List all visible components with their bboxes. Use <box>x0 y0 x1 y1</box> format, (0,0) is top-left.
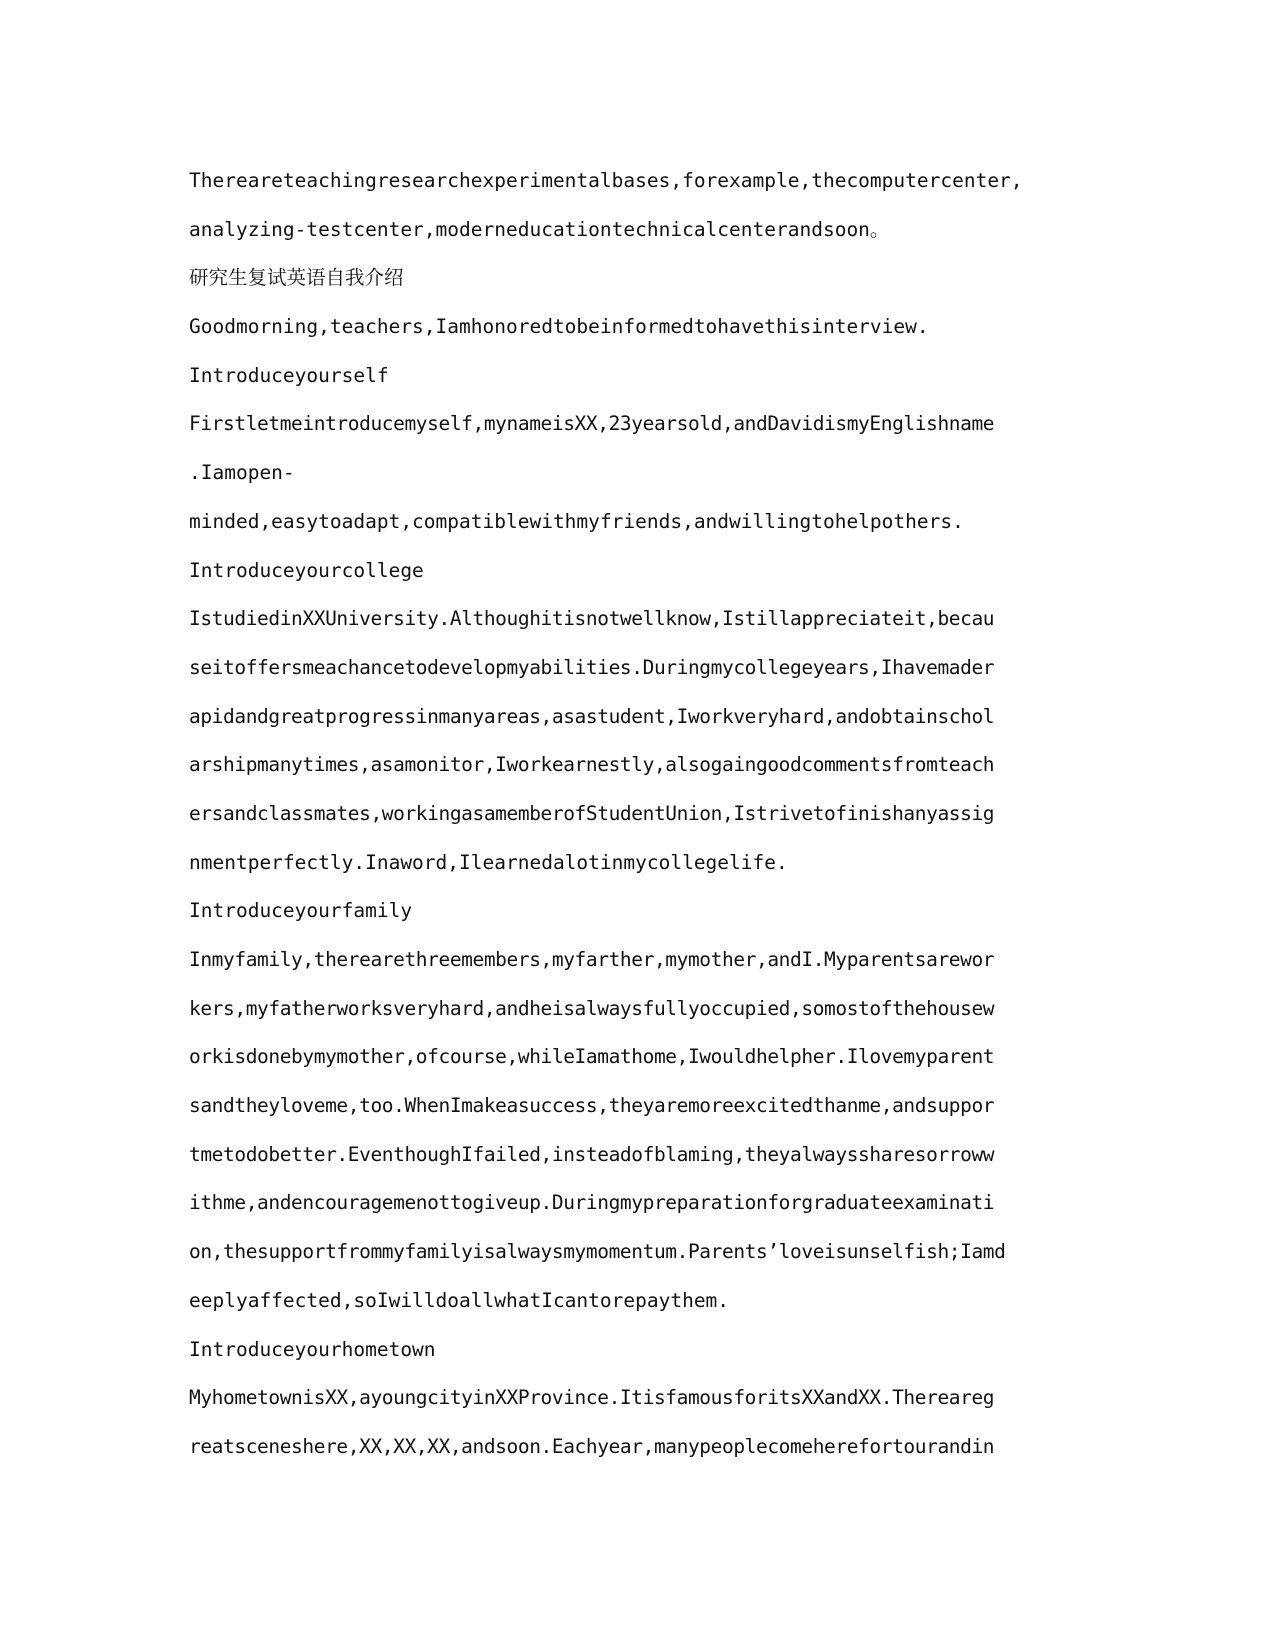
text-line: kers,myfatherworksveryhard,andheisalwaysfullyoccupied,somostofthehousew <box>189 996 995 1020</box>
document-body <box>189 157 1089 1472</box>
section-heading: Introduceyourhometown <box>189 1337 436 1361</box>
text-line: on,thesupportfrommyfamilyisalwaysmymomentum.Parents’loveisunselfish;Iamd <box>189 1240 1006 1264</box>
text-line: .Iamopen- <box>189 461 295 485</box>
text-line: MyhometownisXX,ayoungcityinXXProvince.ItisfamousforitsXXandXX.Thereareg <box>189 1386 995 1410</box>
text-line: Firstletmeintroducemyself,mynameisXX,23yearsold,andDavidismyEnglishname <box>189 412 995 436</box>
text-line: Inmyfamily,therearethreemembers,myfarther,mymother,andI.Myparentsarewor <box>189 948 995 971</box>
text-line: ithme,andencouragemenottogiveup.Duringmypreparationforgraduateexaminati <box>189 1191 995 1215</box>
text-line: tmetodobetter.EventhoughIfailed,insteadofblaming,theyalwayssharesorroww <box>189 1142 995 1166</box>
text-line: reatsceneshere,XX,XX,XX,andsoon.Eachyear,manypeoplecomeherefortourandin <box>189 1434 995 1458</box>
text-line: minded,easytoadapt,compatiblewithmyfriends,andwillingtohelpothers. <box>189 509 964 533</box>
text-line: ersandclassmates,workingasamemberofStudentUnion,Istrivetofinishanyassig <box>189 801 995 825</box>
text-line: seitoffersmeachancetodevelopmyabilities.Duringmycollegeyears,Ihavemader <box>189 655 995 679</box>
text-line: orkisdonebymymother,ofcourse,whileIamathome,Iwouldhelpher.Ilovemyparent <box>189 1045 995 1069</box>
text-line: nmentperfectly.Inaword,Ilearnedalotinmycollegelife. <box>189 850 788 874</box>
text-line: IstudiedinXXUniversity.Althoughitisnotwellknow,Istillappreciateit,becau <box>189 607 995 631</box>
text-line: Goodmorning,teachers,Iamhonoredtobeinformedtohavethisinterview. <box>189 315 929 339</box>
text-line: eeplyaffected,soIwilldoallwhatIcantorepaythem. <box>189 1288 730 1312</box>
text-line: Thereareteachingresearchexperimentalbases,forexample,thecomputercenter, <box>189 169 1023 192</box>
text-line: analyzing-testcenter,moderneducationtechnicalcenterandsoon。 <box>189 217 890 241</box>
section-heading: Introduceyourcollege <box>189 558 424 582</box>
section-heading: Introduceyourfamily <box>189 899 413 923</box>
section-heading: Introduceyourself <box>189 363 389 387</box>
text-line: arshipmanytimes,asamonitor,Iworkearnestly,alsogaingoodcommentsfromteach <box>189 753 995 777</box>
text-line: sandtheyloveme,too.WhenImakeasuccess,theyaremoreexcitedthanme,andsuppor <box>189 1094 995 1118</box>
text-line: apidandgreatprogressinmanyareas,asastudent,Iworkveryhard,andobtainschol <box>189 704 995 728</box>
section-title: 研究生复试英语自我介绍 <box>189 266 404 290</box>
